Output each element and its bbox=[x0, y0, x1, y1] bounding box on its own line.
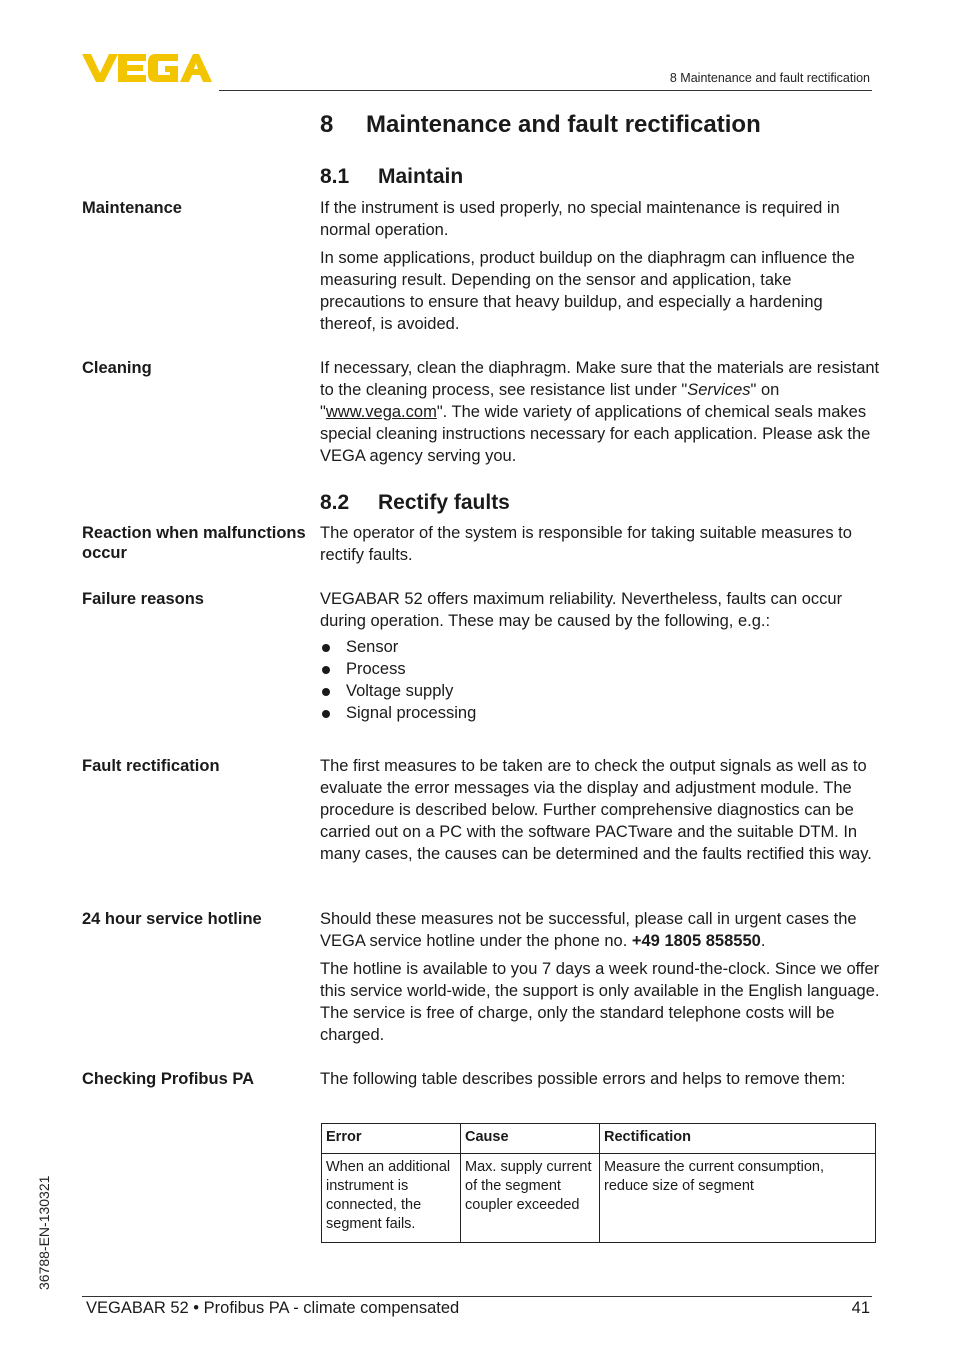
column-header-cause: Cause bbox=[461, 1124, 600, 1154]
label-maintenance: Maintenance bbox=[82, 199, 182, 217]
failure-list bbox=[320, 636, 880, 724]
label-failure-reasons: Failure reasons bbox=[82, 590, 204, 608]
label-fault-rectification: Fault rectification bbox=[82, 757, 220, 775]
text-run: " on " bbox=[320, 381, 780, 421]
footer-title: VEGABAR 52 • Profibus PA - climate compensated bbox=[86, 1299, 460, 1317]
paragraph: If the instrument is used properly, no special maintenance is required in normal operation. bbox=[320, 199, 840, 239]
paragraph bbox=[320, 357, 880, 467]
table-cell: Max. supply current of the segment coupler exceeded bbox=[461, 1154, 600, 1243]
table-header-row bbox=[322, 1124, 876, 1154]
label-reaction: Reaction when malfunctions occur bbox=[82, 524, 306, 562]
column-header-error: Error bbox=[322, 1124, 461, 1154]
hotline-phone-number: +49 1805 858550 bbox=[631, 932, 761, 950]
paragraph: The first measures to be taken are to check the output signals as well as to evaluate the error messages via the display and adjustment module. The procedure is described below. Further comprehensive diagnostics can be carried out on a PC with the software PACTware and the suitable DTM. In many cases, the causes can be determined and the faults rectified this way. bbox=[320, 757, 872, 863]
table-cell: When an additional instrument is connected, the segment fails. bbox=[322, 1154, 461, 1243]
chapter-heading bbox=[320, 111, 761, 139]
text-reaction bbox=[320, 522, 880, 566]
text-service-hotline bbox=[320, 908, 880, 1046]
section-number: 8.1 bbox=[320, 165, 350, 188]
chapter-title: Maintenance and fault rectification bbox=[366, 111, 761, 138]
vega-website-link[interactable]: www.vega.com bbox=[325, 403, 437, 421]
text-cleaning bbox=[320, 357, 880, 467]
list-item: Voltage supply bbox=[320, 680, 880, 702]
profibus-error-table bbox=[321, 1123, 876, 1243]
label-service-hotline: 24 hour service hotline bbox=[82, 910, 262, 928]
section-heading-maintain bbox=[320, 165, 463, 189]
text-maintenance bbox=[320, 197, 880, 335]
text-run: ". The wide variety of applications of chemical seals makes special cleaning instructions necessary for each application. Please ask the VEGA agency serving you. bbox=[320, 403, 871, 465]
text-fault-rectification bbox=[320, 755, 880, 865]
services-term: Services bbox=[687, 381, 751, 399]
list-item: Signal processing bbox=[320, 702, 880, 724]
paragraph bbox=[320, 908, 880, 952]
paragraph: In some applications, product buildup on the diaphragm can influence the measuring result. Depending on the sensor and application, take precautions to ensure that heavy buildup, and especially a hardening thereof, is avoided. bbox=[320, 249, 855, 333]
section-title: Maintain bbox=[378, 165, 464, 188]
column-header-rectification: Rectification bbox=[600, 1124, 876, 1154]
paragraph: The following table describes possible errors and helps to remove them: bbox=[320, 1070, 846, 1088]
label-checking-profibus: Checking Profibus PA bbox=[82, 1070, 255, 1088]
text-failure-reasons bbox=[320, 588, 880, 724]
paragraph: The hotline is available to you 7 days a week round-the-clock. Since we offer this service world-wide, the support is only available in the English language. The service is free of charge, only the standard telephone costs will be charged. bbox=[320, 960, 880, 1044]
table-cell: Measure the current consumption, reduce size of segment bbox=[600, 1154, 876, 1243]
paragraph: VEGABAR 52 offers maximum reliability. Nevertheless, faults can occur during operation. These may be caused by the following, e.g.: bbox=[320, 590, 843, 630]
document-code: 36788-EN-130321 bbox=[36, 1175, 52, 1290]
text-run: Should these measures not be successful, please call in urgent cases the VEGA service hotline under the phone no. bbox=[320, 910, 857, 950]
page-number: 41 bbox=[851, 1299, 870, 1317]
text-run: If necessary, clean the diaphragm. Make sure that the materials are resistant to the cleaning process, see resistance list under " bbox=[320, 359, 880, 399]
list-item: Sensor bbox=[320, 636, 880, 658]
list-item: Process bbox=[320, 658, 880, 680]
running-header: 8 Maintenance and fault rectification bbox=[669, 71, 870, 85]
text-checking-profibus bbox=[320, 1068, 880, 1090]
section-title: Rectify faults bbox=[378, 491, 510, 514]
section-number: 8.2 bbox=[320, 491, 350, 514]
label-cleaning: Cleaning bbox=[82, 359, 152, 377]
header-divider bbox=[219, 90, 872, 91]
vega-logo bbox=[82, 52, 212, 84]
section-heading-rectify bbox=[320, 491, 510, 515]
paragraph: The operator of the system is responsible for taking suitable measures to rectify faults. bbox=[320, 524, 852, 564]
table-row bbox=[322, 1154, 876, 1243]
footer-divider bbox=[82, 1296, 872, 1297]
text-run: . bbox=[760, 932, 766, 950]
chapter-number: 8 bbox=[320, 111, 334, 138]
